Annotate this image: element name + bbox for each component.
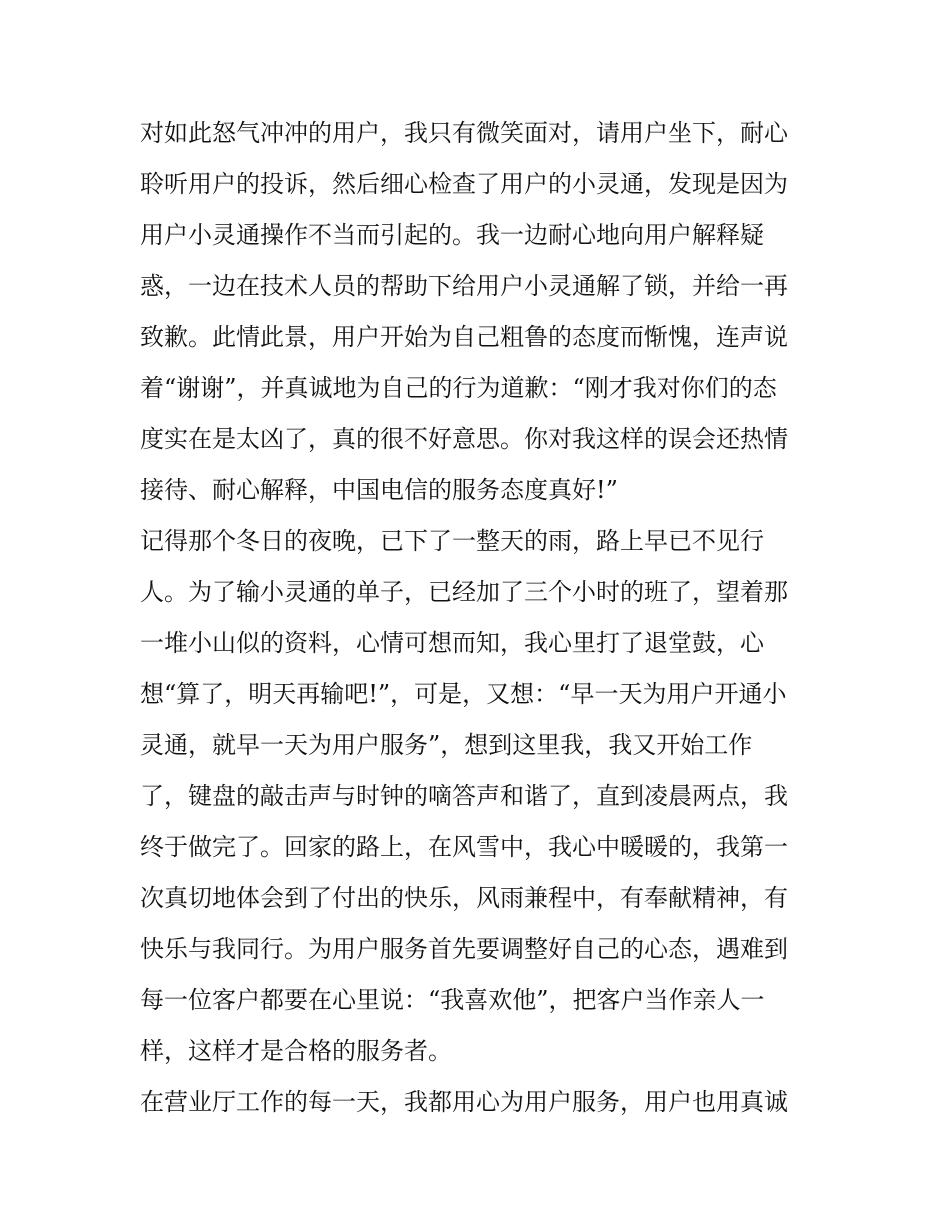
text-line: 致歉。此情此景，用户开始为自己粗鲁的态度而惭愧，连声说 — [140, 323, 788, 351]
text-line: 终于做完了。回家的路上，在风雪中，我心中暖暖的，我第一 — [140, 833, 788, 861]
text-line: 在营业厅工作的每一天，我都用心为用户服务，用户也用真诚 — [140, 1088, 788, 1116]
text-line: 样，这样才是合格的服务者。 — [140, 1037, 452, 1065]
text-line: 记得那个冬日的夜晚，已下了一整天的雨，路上早已不见行 — [140, 527, 764, 555]
text-line: 着“谢谢”，并真诚地为自己的行为道歉：“刚才我对你们的态 — [140, 374, 777, 402]
text-line: 用户小灵通操作不当而引起的。我一边耐心地向用户解释疑 — [140, 221, 764, 249]
body-text — [140, 108, 820, 1128]
text-line: 度实在是太凶了，真的很不好意思。你对我这样的误会还热情 — [140, 425, 788, 453]
text-line: 快乐与我同行。为用户服务首先要调整好自己的心态，遇难到 — [140, 935, 788, 963]
text-line: 一堆小山似的资料，心情可想而知，我心里打了退堂鼓，心 — [140, 629, 764, 657]
text-line: 想“算了，明天再输吧!”，可是，又想：“早一天为用户开通小 — [140, 680, 787, 708]
text-line: 每一位客户都要在心里说：“我喜欢他”，把客户当作亲人一 — [140, 986, 765, 1014]
text-line: 了，键盘的敲击声与时钟的嘀答声和谐了，直到凌晨两点，我 — [140, 782, 788, 810]
text-line: 人。为了输小灵通的单子，已经加了三个小时的班了，望着那 — [140, 578, 788, 606]
text-line: 灵通，就早一天为用户服务”，想到这里我，我又开始工作 — [140, 731, 753, 759]
text-line: 惑，一边在技术人员的帮助下给用户小灵通解了锁，并给一再 — [140, 272, 788, 300]
text-line: 接待、耐心解释，中国电信的服务态度真好!” — [140, 476, 618, 504]
text-line: 对如此怒气冲冲的用户，我只有微笑面对，请用户坐下，耐心 — [140, 119, 788, 147]
text-line: 聆听用户的投诉，然后细心检查了用户的小灵通，发现是因为 — [140, 170, 788, 198]
text-line: 次真切地体会到了付出的快乐，风雨兼程中，有奉献精神，有 — [140, 884, 788, 912]
